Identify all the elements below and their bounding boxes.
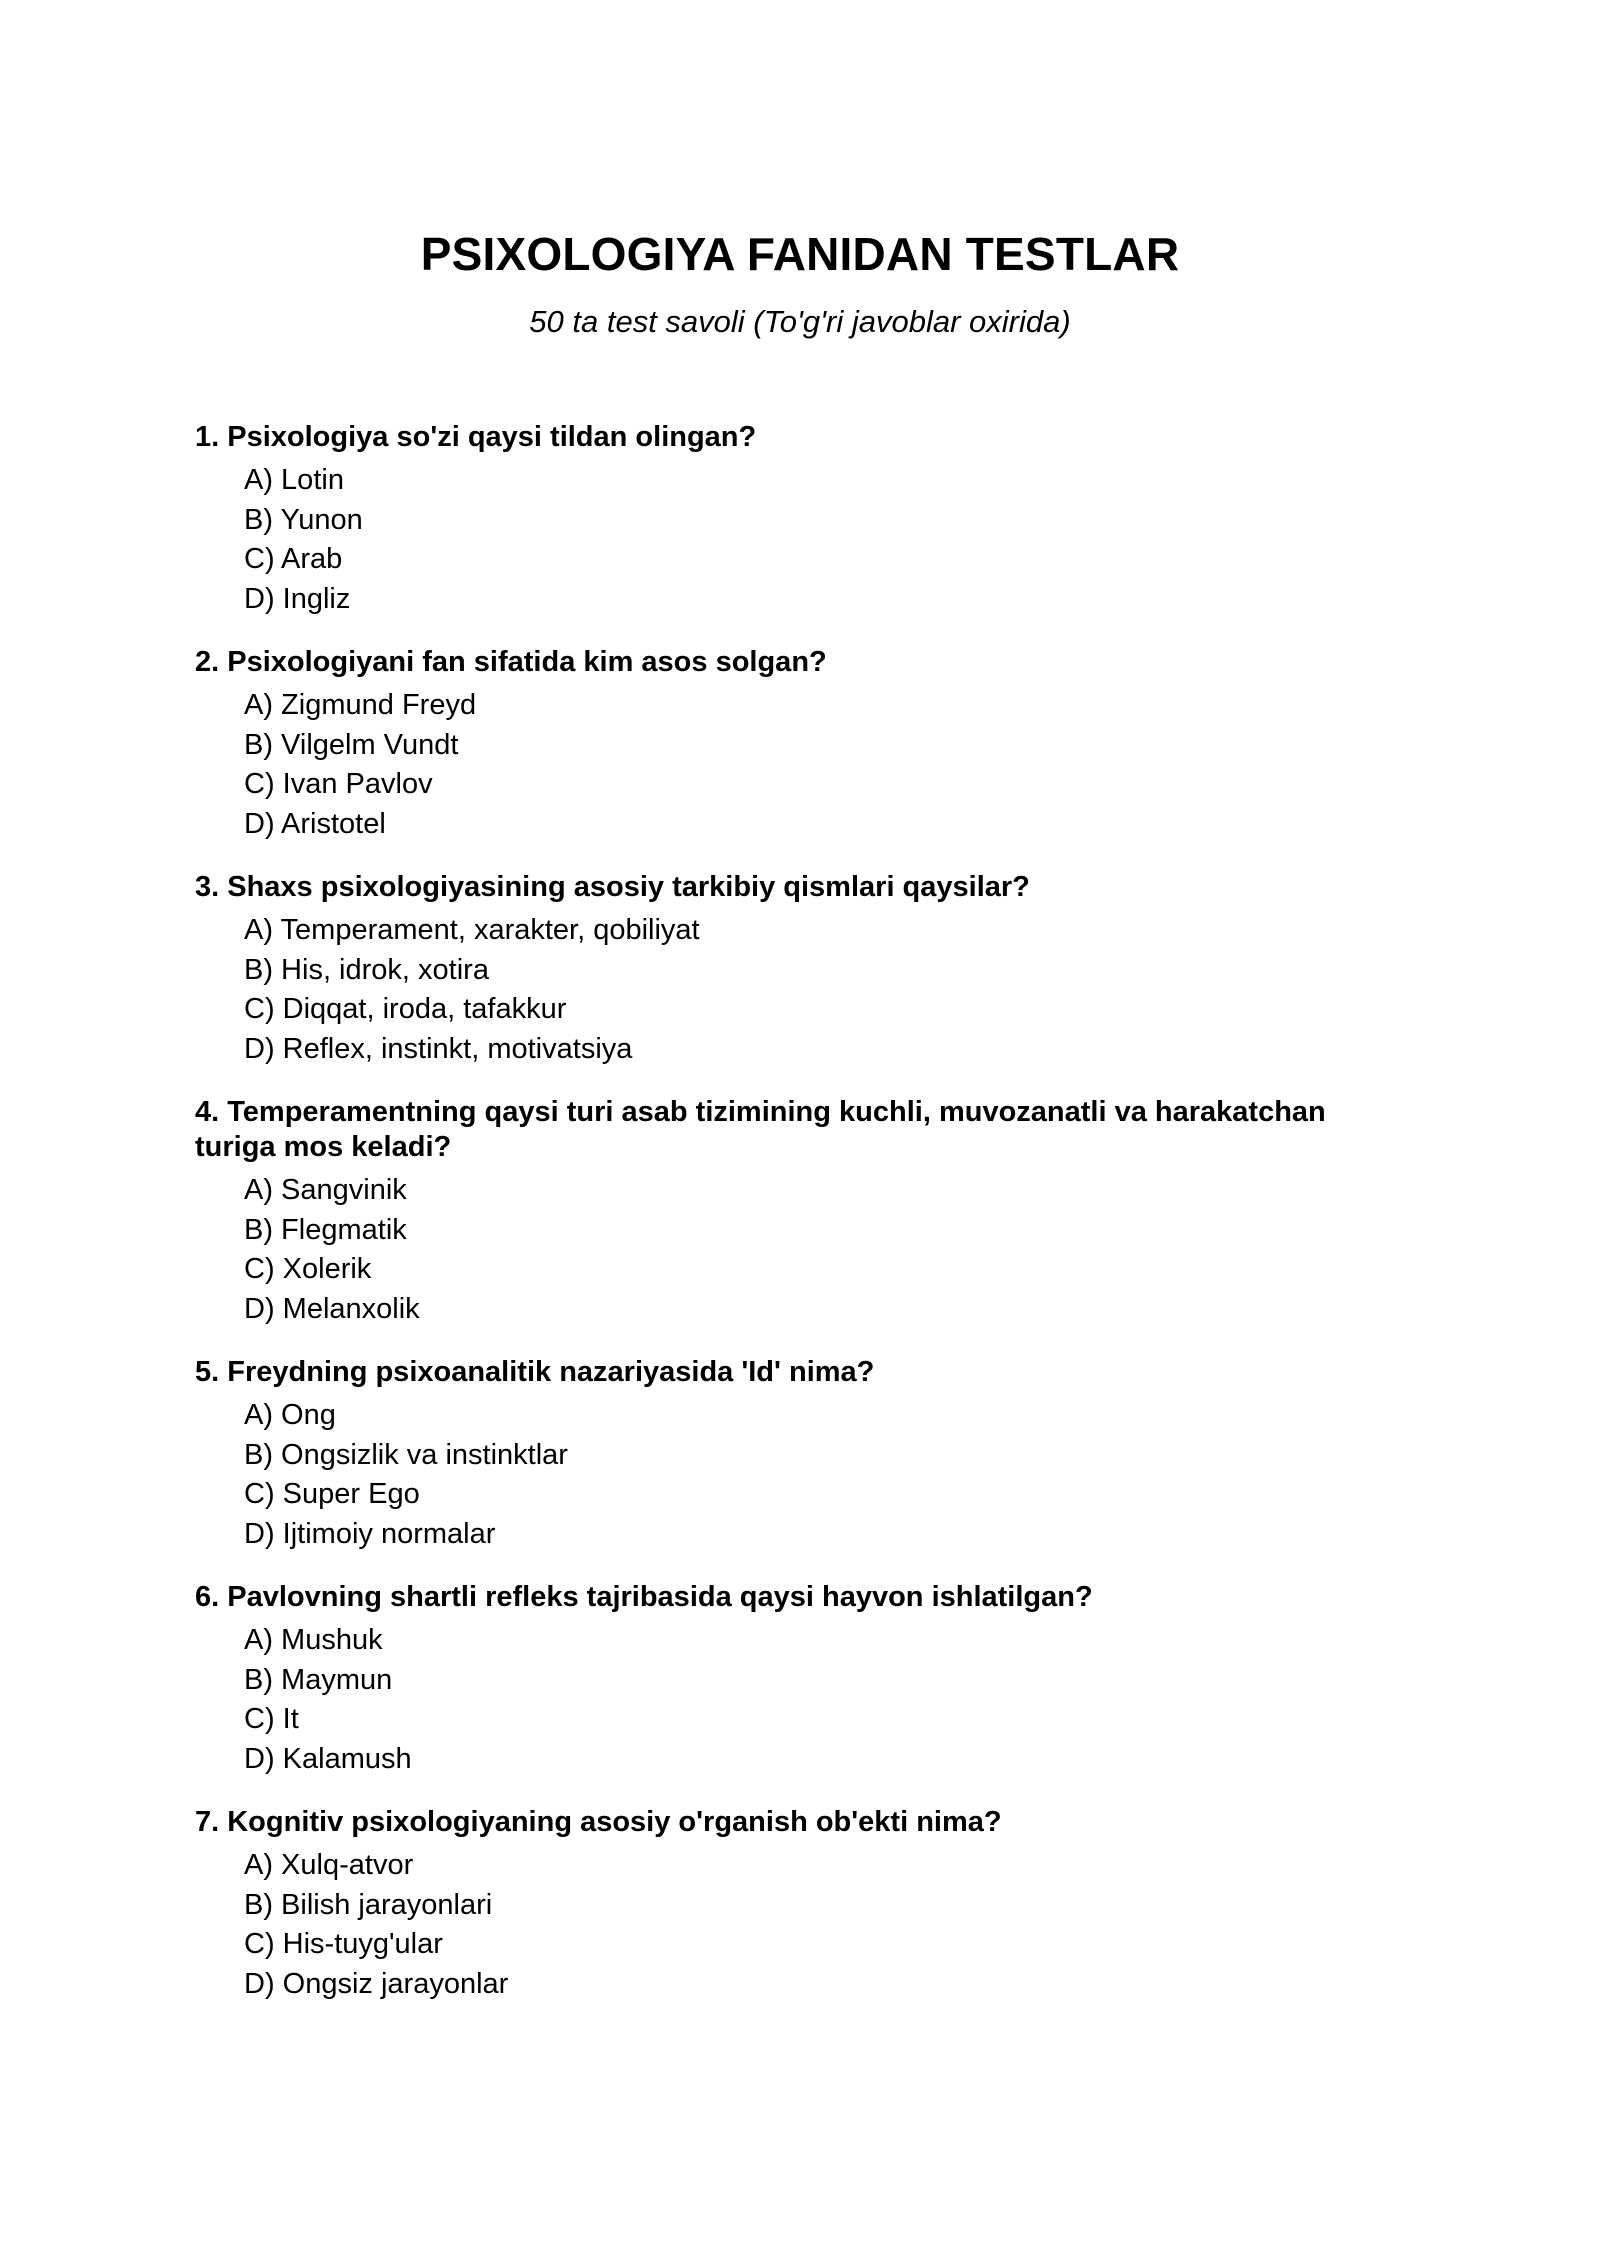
question-text: 3. Shaxs psixologiyasining asosiy tarkibiy qismlari qaysilar? [195,871,1030,903]
option-a: A) Temperament, xarakter, qobiliyat [244,914,700,946]
option-list [195,1396,1410,1554]
option-a: A) Mushuk [244,1624,383,1656]
option-b: B) Flegmatik [244,1213,407,1246]
option-b: B) Ongsizlik va instinktlar [244,1438,568,1471]
option-c: C) His-tuyg'ular [244,1928,443,1960]
option-b: B) His, idrok, xotira [244,953,489,986]
question-4 [195,1095,1410,1329]
option-a: A) Zigmund Freyd [244,689,477,721]
option-list [195,1846,1410,2004]
option-d: D) Ongsiz jarayonlar [244,1967,509,2000]
option-c: C) Diqqat, iroda, tafakkur [244,993,567,1025]
option-d: D) Kalamush [244,1742,412,1775]
question-1 [195,420,1410,619]
option-d: D) Ingliz [244,582,351,615]
option-a: A) Sangvinik [244,1174,407,1206]
option-c: C) It [244,1703,299,1735]
option-list [195,911,1410,1069]
question-text: 2. Psixologiyani fan sifatida kim asos solgan? [195,646,827,678]
option-a: A) Ong [244,1399,336,1431]
option-list [195,461,1410,619]
question-list [195,420,1410,2030]
option-d: D) Reflex, instinkt, motivatsiya [244,1032,633,1065]
question-5 [195,1355,1410,1554]
question-text: 5. Freydning psixoanalitik nazariyasida 'Id' nima? [195,1356,875,1388]
option-list [195,1621,1410,1779]
option-c: C) Xolerik [244,1253,372,1285]
question-3 [195,870,1410,1069]
document-title: PSIXOLOGIYA FANIDAN TESTLAR [420,227,1180,280]
question-7 [195,1805,1410,2004]
option-a: A) Lotin [244,464,344,496]
option-d: D) Melanxolik [244,1292,420,1325]
option-list [195,1171,1410,1329]
document-subtitle: 50 ta test savoli (To'g'ri javoblar oxirida) [529,304,1071,339]
question-text: 6. Pavlovning shartli refleks tajribasida qaysi hayvon ishlatilgan? [195,1581,1093,1613]
option-d: D) Ijtimoiy normalar [244,1517,496,1550]
option-c: C) Super Ego [244,1478,420,1510]
question-text: 4. Temperamentning qaysi turi asab tizimining kuchli, muvozanatli va harakatchan turiga mos keladi? [195,1096,1326,1163]
option-b: B) Maymun [244,1663,393,1696]
option-c: C) Ivan Pavlov [244,768,433,800]
question-text: 7. Kognitiv psixologiyaning asosiy o'rganish ob'ekti nima? [195,1806,1002,1838]
option-b: B) Bilish jarayonlari [244,1888,493,1921]
question-text: 1. Psixologiya so'zi qaysi tildan olingan? [195,421,757,453]
option-b: B) Yunon [244,503,363,536]
option-list [195,686,1410,844]
option-c: C) Arab [244,543,343,575]
option-d: D) Aristotel [244,807,386,840]
option-b: B) Vilgelm Vundt [244,728,459,761]
option-a: A) Xulq-atvor [244,1849,414,1881]
question-6 [195,1580,1410,1779]
question-2 [195,645,1410,844]
